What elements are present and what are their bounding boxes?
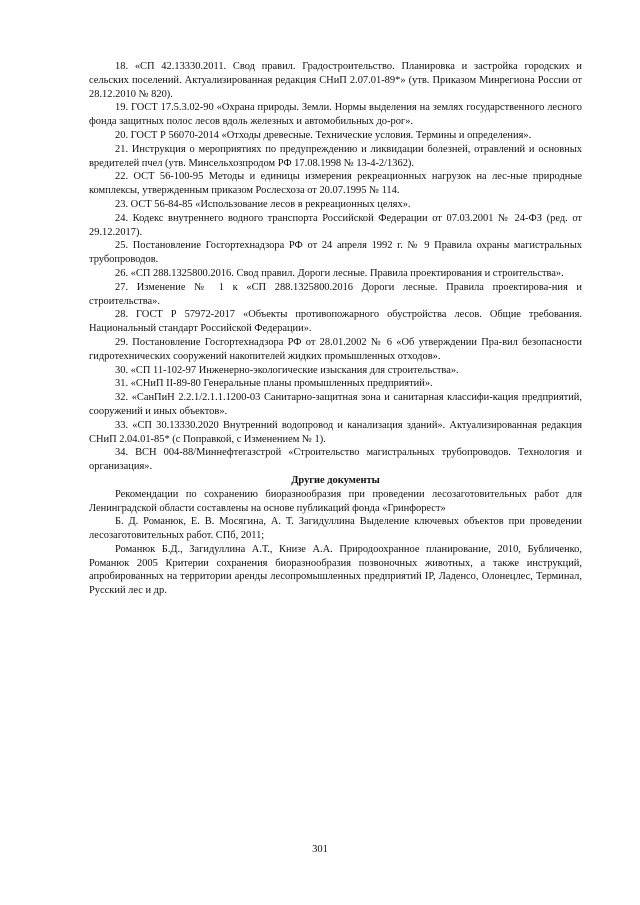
other-document-item: Романюк Б.Д., Загидуллина А.Т., Книзе А.А. Природоохранное планирование, 2010, Бубличенко, Романюк 2005 Критерии сохранения биоразнообразия позвоночных животных, а также инструкций, апробированных на территории аренды лесопромышленных предприятий IP, Ладенсо, Олонецлес, Терминал, Русский лес и др. [89,543,582,597]
page-content [89,60,582,598]
reference-item: 30. «СП 11-102-97 Инженерно-экологические изыскания для строительства». [115,364,459,376]
reference-item: 20. ГОСТ Р 56070-2014 «Отходы древесные. Технические условия. Термины и определения». [115,129,532,141]
reference-item: 29. Постановление Госгортехнадзора РФ от 28.01.2002 № 6 «Об утверждении Пра-вил безопасности гидротехнических сооружений накопителей жидких промышленных отходов». [89,336,582,362]
reference-item: 31. «СНиП II-89-80 Генеральные планы промышленных предприятий». [115,378,433,390]
section-heading-other-documents: Другие документы [291,474,380,486]
reference-item: 21. Инструкция о мероприятиях по предупреждению и ликвидации болезней, отравлений и основных вредителей пчел (утв. Минсельхозпродом РФ 17.08.1998 № 13-4-2/1362). [89,143,582,169]
reference-item: 32. «СанПиН 2.2.1/2.1.1.1200-03 Санитарно-защитная зона и санитарная классифи-кация предприятий, сооружений и иных объектов». [89,392,582,417]
reference-item: 23. ОСТ 56-84-85 «Использование лесов в рекреационных целях». [115,198,411,210]
other-document-item: Б. Д. Романюк, Е. В. Мосягина, А. Т. Загидуллина Выделение ключевых объектов при проведении лесозаготовительных работ. СПб, 2011; [89,516,582,542]
reference-item: 19. ГОСТ 17.5.3.02-90 «Охрана природы. Земли. Нормы выделения на землях государственного лесного фонда защитных полос лесов вдоль железных и автомобильных до-рог». [89,102,582,128]
reference-item: 27. Изменение № 1 к «СП 288.1325800.2016 Дороги лесные. Правила проектирова-ния и строительства». [89,281,582,307]
reference-item: 22. ОСТ 56-100-95 Методы и единицы измерения рекреационных нагрузок на лес-ные природные комплексы, утвержденным приказом Рослесхоза от 20.07.1995 № 114. [89,171,582,197]
reference-item: 25. Постановление Госгортехнадзора РФ от 24 апреля 1992 г. № 9 Правила охраны магистральных трубопроводов. [89,240,582,266]
page-number: 301 [312,844,328,855]
reference-item: 26. «СП 288.1325800.2016. Свод правил. Дороги лесные. Правила проектирования и строительства». [115,267,564,279]
reference-item: 28. ГОСТ Р 57972-2017 «Объекты противопожарного обустройства лесов. Общие требования. Национальный стандарт Российской Федерации». [89,309,582,335]
other-document-item: Рекомендации по сохранению биоразнообразия при проведении лесозаготовительных работ для Ленинградской области составлены на основе публикаций фонда «Гринфорест» [89,488,582,514]
reference-item: 34. ВСН 004-88/Миннефтегазстрой «Строительство магистральных трубопроводов. Технология и организация». [89,447,582,473]
reference-item: 18. «СП 42.13330.2011. Свод правил. Градостроительство. Планировка и застройка городских и сельских поселений. Актуализированная редакция СНиП 2.07.01-89*» (утв. Приказом Минрегиона России от 28.12.2010 № 820). [89,61,582,100]
reference-item: 24. Кодекс внутреннего водного транспорта Российской Федерации от 07.03.2001 № 24-ФЗ (ред. от 29.12.2017). [89,212,582,238]
reference-item: 33. «СП 30.13330.2020 Внутренний водопровод и канализация зданий». Актуализированная редакция СНиП 2.04.01-85* (с Поправкой, с Изменением № 1). [89,419,582,445]
